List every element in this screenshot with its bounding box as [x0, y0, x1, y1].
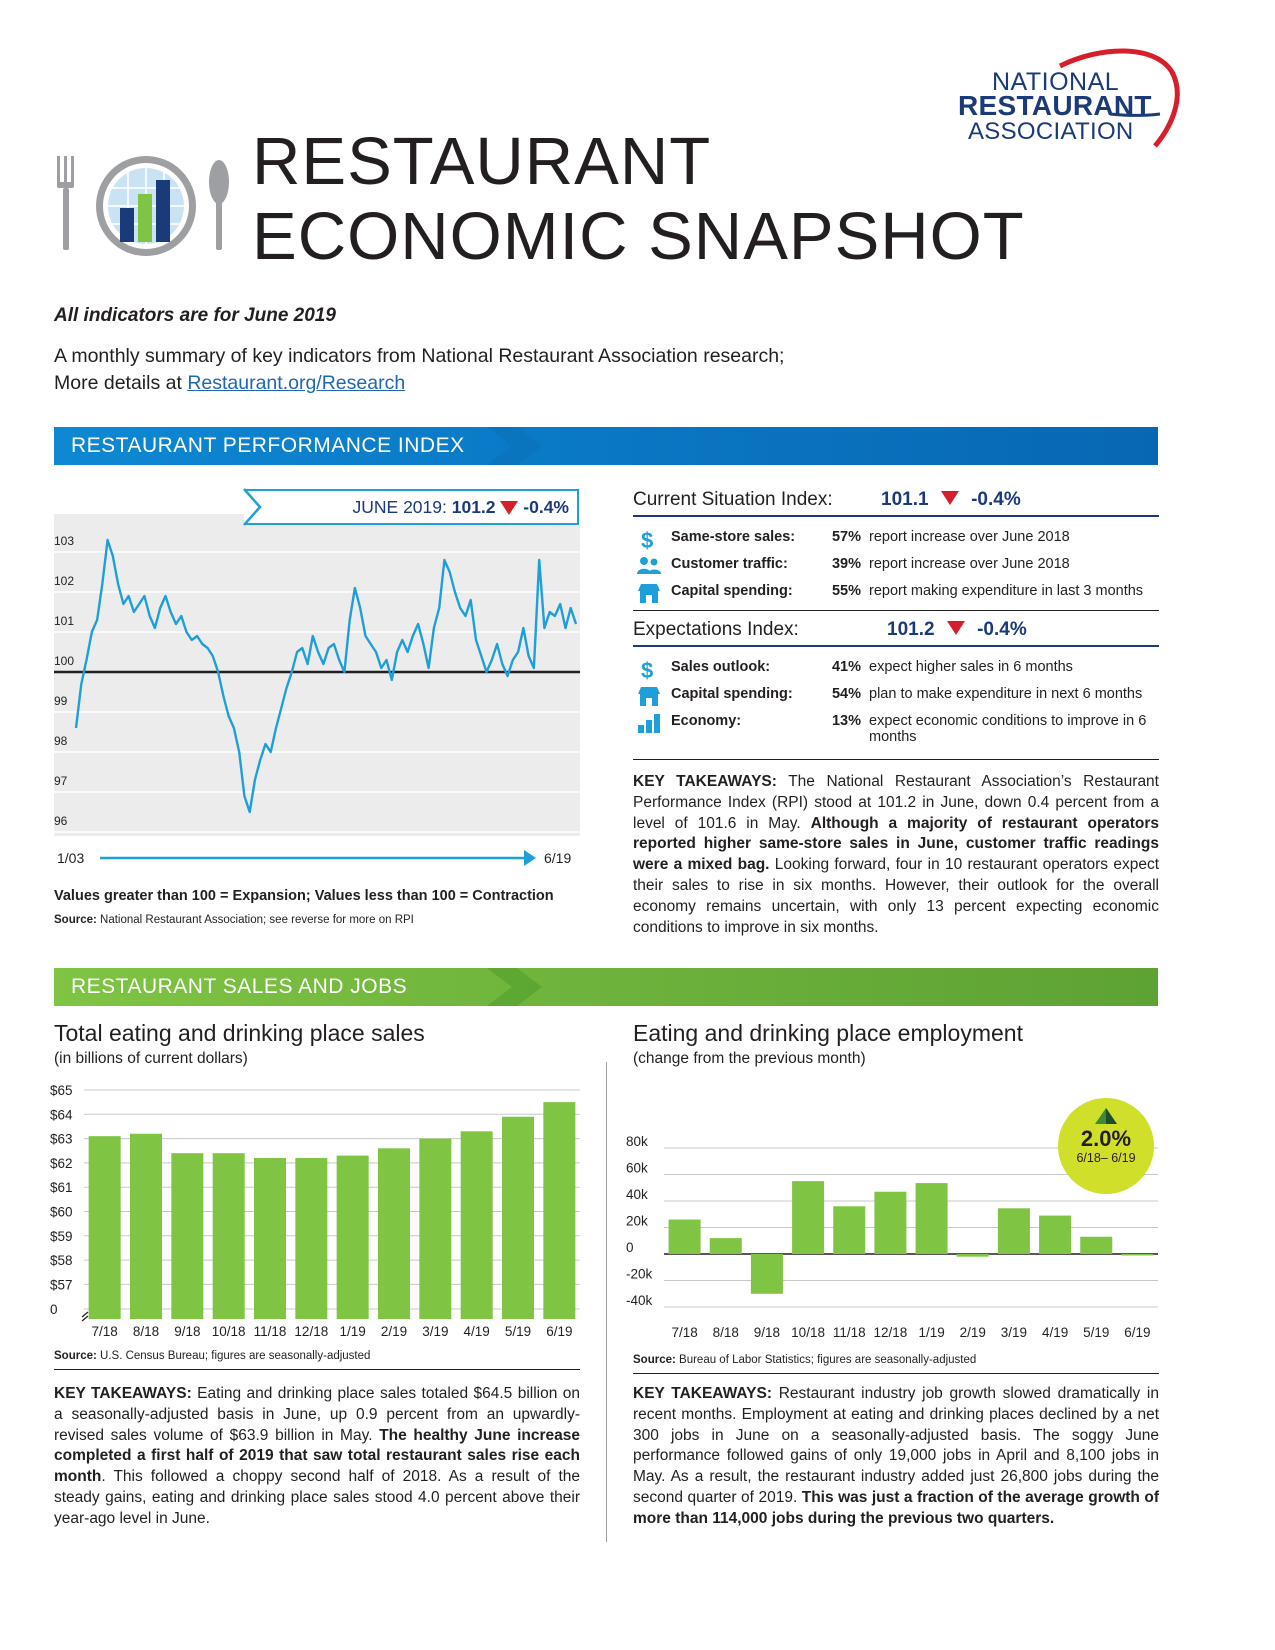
callout-chevron: [242, 488, 266, 526]
employment-x-tick: 1/19: [918, 1325, 945, 1340]
sales-y-tick: $64: [50, 1107, 73, 1123]
employment-bar: [998, 1208, 1030, 1254]
column-divider: [606, 1062, 607, 1542]
sales-x-tick: 9/18: [174, 1324, 201, 1339]
rpi-plot-area: [54, 514, 580, 836]
employment-bar: [1080, 1237, 1112, 1254]
employment-bar: [916, 1183, 948, 1254]
expectations-change: -0.4%: [977, 619, 1027, 640]
indicator-text: report increase over June 2018: [869, 556, 1070, 572]
sales-bar: [171, 1153, 203, 1319]
current-value: 101.1: [881, 489, 929, 510]
indicator-percent: 39%: [831, 556, 861, 572]
indicator-text: plan to make expenditure in next 6 months: [869, 686, 1143, 702]
sales-x-tick: 3/19: [422, 1324, 449, 1339]
rpi-source: Source: National Restaurant Association; see reverse for more on RPI: [54, 914, 414, 926]
sales-banner-arrow: [487, 968, 547, 1006]
axis-break-mark: [82, 1312, 88, 1321]
current-divider: [633, 610, 1159, 611]
employment-bar: [1121, 1254, 1153, 1256]
sales-y-tick: $59: [50, 1228, 73, 1244]
logo-line-3: ASSOCIATION: [968, 118, 1134, 145]
sales-x-tick: 12/18: [294, 1324, 329, 1339]
employment-x-tick: 5/19: [1083, 1325, 1110, 1340]
expectations-indicator-list: [637, 659, 1157, 745]
employment-y-tick: 60k: [626, 1160, 648, 1176]
sales-takeaways: KEY TAKEAWAYS: Eating and drinking place sales totaled $64.5 billion on a seasonally-adjusted basis in June, up 0.9 percent from an upwardly-revised sales volume of $63.9 billion in May. The healthy June increase completed a first half of 2019 that saw total restaurant sales rise each month. This followed a choppy second half of 2018. As a result of the steady gains, eating and drinking place sales stood 4.0 percent above their year-ago level in June.: [54, 1385, 581, 1527]
current-label: Current Situation Index:: [633, 489, 833, 510]
down-triangle-icon: [500, 501, 518, 515]
sales-subtitle: (in billions of current dollars): [54, 1050, 248, 1067]
rpi-y-tick: 98: [54, 734, 68, 748]
employment-subtitle: (change from the previous month): [633, 1050, 866, 1067]
employment-takeaways: KEY TAKEAWAYS: Restaurant industry job growth slowed dramatically in recent months. Employment at eating and drinking places declined by a net 300 jobs in June on a seasonally-adjusted basis. The soggy June performance followed gains of only 19,000 jobs in April and 8,100 jobs in May. As a result, the restaurant industry added just 26,800 jobs during the second quarter of 2019. This was just a fraction of the average growth of more than 114,000 jobs during the previous two quarters.: [633, 1385, 1159, 1527]
sales-x-tick: 10/18: [211, 1324, 246, 1339]
sales-x-tick: 5/19: [504, 1324, 532, 1339]
rpi-x-start: 1/03: [57, 850, 85, 866]
indicator-percent: 41%: [831, 659, 861, 675]
sales-bar: [543, 1102, 575, 1319]
employment-badge: [1058, 1098, 1154, 1194]
sales-bar: [502, 1117, 534, 1319]
sales-y-tick: $65: [50, 1083, 73, 1098]
employment-y-tick: -40k: [626, 1293, 653, 1308]
expectations-header: [633, 619, 1159, 647]
indicator-percent: 13%: [831, 713, 861, 729]
employment-y-tick: 40k: [626, 1187, 648, 1202]
indicator-row: [637, 686, 1157, 713]
sales-x-tick: 4/19: [463, 1324, 490, 1339]
up-triangle-icon: [1095, 1108, 1117, 1124]
indicator-text: report making expenditure in last 3 months: [869, 583, 1144, 599]
sales-title: Total eating and drinking place sales: [54, 1020, 425, 1046]
indicator-label: Sales outlook:: [671, 659, 771, 675]
sales-jobs-banner: RESTAURANT SALES AND JOBS: [54, 968, 1158, 1006]
employment-bar: [710, 1238, 742, 1254]
badge-value: 2.0%: [1080, 1126, 1132, 1151]
sales-bar: [89, 1136, 121, 1319]
rpi-x-end: 6/19: [544, 850, 572, 866]
rpi-note: Values greater than 100 = Expansion; Values less than 100 = Contraction: [54, 888, 554, 904]
sales-bar: [213, 1153, 245, 1319]
indicator-percent: 55%: [831, 583, 861, 599]
sales-y-tick: $57: [50, 1277, 73, 1293]
title-line-2: ECONOMIC SNAPSHOT: [252, 199, 1025, 274]
employment-x-tick: 11/18: [832, 1325, 866, 1340]
sales-bar: [337, 1156, 369, 1319]
indicator-label: Economy:: [671, 713, 742, 729]
sales-y-tick: $61: [50, 1180, 73, 1196]
dollar-icon: [637, 529, 659, 549]
expectations-value: 101.2: [887, 619, 935, 640]
employment-title: Eating and drinking place employment: [633, 1020, 1023, 1046]
callout-change: -0.4%: [523, 497, 569, 517]
indicator-row: [637, 529, 1157, 556]
current-situation-header: [633, 489, 1159, 517]
indicator-row: [637, 713, 1157, 745]
rpi-y-tick: 103: [54, 534, 75, 548]
sales-bar: [254, 1158, 286, 1319]
employment-bar: [751, 1254, 783, 1294]
employment-x-tick: 3/19: [1000, 1325, 1028, 1340]
title-line-1: RESTAURANT: [252, 124, 712, 199]
employment-x-tick: 6/19: [1124, 1325, 1151, 1340]
sales-x-tick: 8/18: [132, 1324, 160, 1339]
indicator-percent: 54%: [831, 686, 861, 702]
logo-line-2: RESTAURANT: [958, 90, 1152, 121]
sales-x-tick: 11/18: [253, 1324, 287, 1339]
intro-line-2: More details at: [54, 372, 188, 394]
employment-bar: [669, 1220, 701, 1254]
rpi-y-tick: 99: [54, 694, 68, 708]
indicator-label: Same-store sales:: [671, 529, 796, 545]
badge-period: 6/18– 6/19: [1076, 1151, 1136, 1165]
current-indicator-list: [637, 529, 1157, 610]
employment-y-tick: -20k: [626, 1266, 653, 1282]
rpi-takeaways: KEY TAKEAWAYS: The National Restaurant Association’s Restaurant Performance Index (RPI) stood at 101.2 in June, down 0.4 percent from a level of 101.6 in May. Although a majority of restaurant operators reported higher same-store sales in June, customer traffic readings were a mixed bag. Looking forward, four in 10 restaurant operators expect their sales to rise in six months. However, their outlook for the overall economy remains uncertain, with only 13 percent expecting economic conditions to improve in six months.: [633, 773, 1160, 936]
store-icon: [637, 686, 659, 706]
sales-bar: [378, 1148, 410, 1319]
callout-value: 101.2: [451, 497, 496, 517]
employment-x-tick: 4/19: [1041, 1325, 1069, 1340]
store-icon: [637, 583, 659, 603]
svg-text:$: $: [641, 659, 654, 681]
sales-bar: [461, 1131, 493, 1319]
employment-x-tick: 8/18: [712, 1325, 739, 1340]
intro-line-1: A monthly summary of key indicators from National Restaurant Association research;: [54, 345, 785, 367]
bar-chart-icon: [637, 713, 659, 733]
employment-bar: [1039, 1216, 1071, 1254]
research-link[interactable]: Restaurant.org/Research: [187, 372, 406, 394]
intro-text: [54, 343, 784, 397]
down-triangle-icon: [946, 621, 966, 635]
plate-chart-icon: [54, 154, 234, 258]
indicator-row: [637, 659, 1157, 686]
rpi-y-tick: 97: [54, 774, 68, 788]
sales-bar: [130, 1134, 162, 1319]
employment-x-tick: 10/18: [791, 1325, 825, 1340]
subtitle: All indicators are for June 2019: [54, 305, 336, 326]
logo-line-1: NATIONAL: [992, 68, 1120, 96]
sales-y-tick: $63: [50, 1131, 73, 1147]
svg-text:$: $: [641, 529, 654, 551]
page-title: [252, 124, 1025, 274]
sales-chart: [46, 1078, 586, 1346]
employment-bar: [957, 1254, 989, 1257]
indicator-row: [637, 583, 1157, 610]
expectations-label: Expectations Index:: [633, 619, 799, 640]
expectations-divider: [633, 759, 1159, 760]
indicator-text: expect economic conditions to improve in 6 months: [869, 713, 1147, 745]
sales-y-tick: 0: [50, 1302, 58, 1317]
callout-label: JUNE 2019:: [352, 497, 452, 517]
rpi-axis-arrowhead: [524, 850, 536, 866]
indicator-label: Customer traffic:: [671, 556, 788, 572]
indicator-text: expect higher sales in 6 months: [869, 659, 1073, 675]
sales-y-tick: $60: [50, 1204, 73, 1220]
rpi-chart: [54, 486, 584, 876]
sales-y-tick: $62: [50, 1155, 73, 1171]
employment-source: Source: Bureau of Labor Statistics; figures are seasonally-adjusted: [633, 1354, 1159, 1374]
rpi-banner: RESTAURANT PERFORMANCE INDEX: [54, 427, 1158, 465]
employment-x-tick: 7/18: [671, 1325, 698, 1340]
rpi-y-tick: 100: [54, 654, 75, 668]
sales-bar: [419, 1139, 451, 1319]
sales-x-tick: 6/19: [546, 1324, 573, 1339]
sales-x-tick: 1/19: [339, 1324, 366, 1339]
employment-y-tick: 80k: [626, 1134, 648, 1149]
employment-x-tick: 2/19: [959, 1325, 986, 1340]
rpi-callout: [244, 489, 579, 525]
sales-source: Source: U.S. Census Bureau; figures are seasonally-adjusted: [54, 1350, 580, 1370]
employment-bar: [874, 1192, 906, 1254]
down-triangle-icon: [940, 491, 960, 505]
rpi-banner-arrow: [487, 427, 547, 465]
dollar-icon: [637, 659, 659, 679]
sales-x-tick: 2/19: [380, 1324, 408, 1339]
indicator-text: report increase over June 2018: [869, 529, 1070, 545]
indicator-label: Capital spending:: [671, 686, 793, 702]
sales-bar: [295, 1158, 327, 1319]
sales-x-tick: 7/18: [91, 1324, 118, 1339]
employment-x-tick: 9/18: [753, 1325, 781, 1340]
employment-bar: [833, 1206, 865, 1254]
employment-x-tick: 12/18: [873, 1325, 908, 1340]
people-icon: [637, 556, 659, 576]
rpi-y-tick: 101: [54, 614, 75, 628]
employment-y-tick: 20k: [626, 1213, 648, 1229]
indicator-row: [637, 556, 1157, 583]
indicator-label: Capital spending:: [671, 583, 793, 599]
rpi-y-tick: 102: [54, 574, 75, 588]
rpi-y-tick: 96: [54, 814, 68, 828]
current-change: -0.4%: [971, 489, 1021, 510]
indicator-percent: 57%: [831, 529, 861, 545]
sales-y-tick: $58: [50, 1253, 73, 1269]
employment-bar: [792, 1181, 824, 1254]
employment-y-tick: 0: [626, 1240, 634, 1255]
